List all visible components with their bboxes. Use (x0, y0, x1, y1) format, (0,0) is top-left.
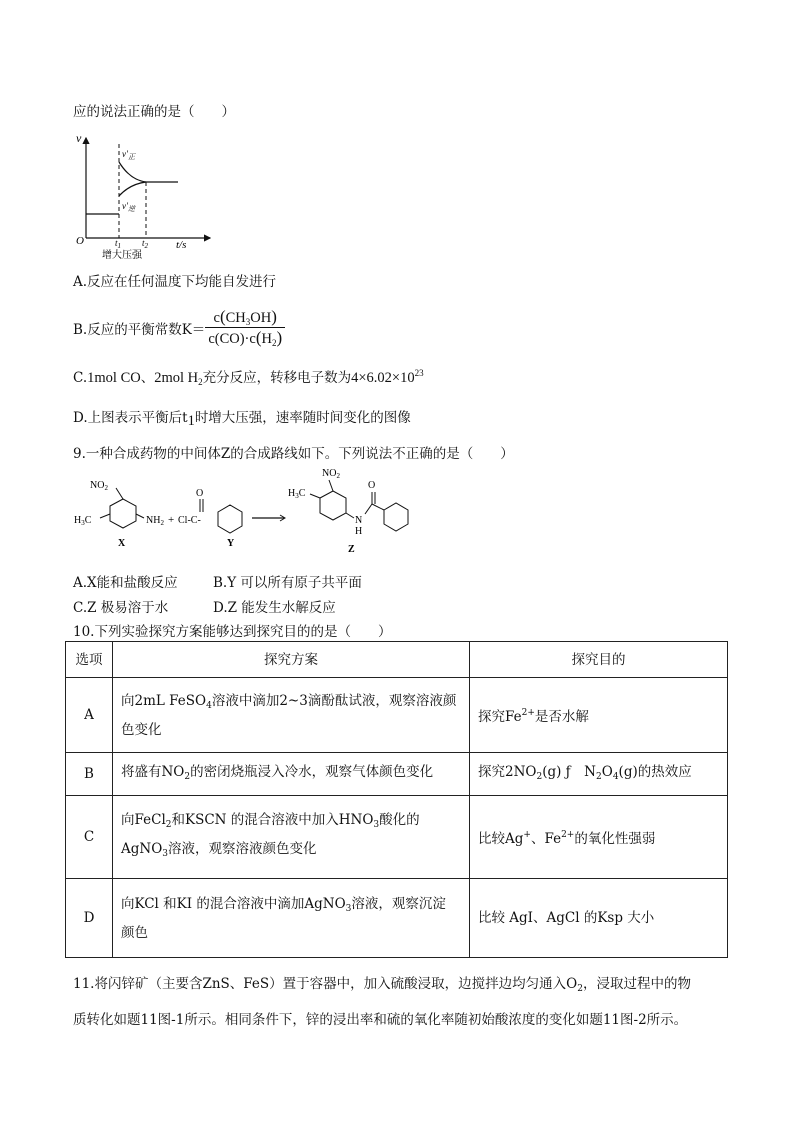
q9-option-b: B.Y 可以所有原子共平面 (213, 575, 362, 591)
x-h3c-label: $H_3C$ (74, 515, 92, 527)
graph-reverse-curve (119, 182, 146, 196)
z-h3c-label: $H_3C$ (288, 488, 306, 500)
table-row (66, 678, 728, 753)
z-o-label: O (368, 480, 376, 491)
y-cl-label: Cl-C- (178, 515, 201, 526)
experiment-table (65, 641, 728, 958)
row-c-plan: 向FeCl$_2$和KSCN 的混合溶液中加入$HNO_3$酸化的 AgNO$_3$溶液，观察溶液颜色变化 (113, 796, 470, 879)
q8-option-d: D.上图表示平衡后$t_1$时增大压强，速率随时间变化的图像 (73, 410, 411, 429)
table-row (66, 879, 728, 958)
question-10-stem: 10.下列实验探究方案能够达到探究目的的是（ ） (73, 624, 392, 640)
x-nh2-label: $NH_2$ (146, 515, 164, 527)
row-d-goal: 比较 AgI、AgCl 的Ksp 大小 (470, 879, 728, 958)
table-row (66, 753, 728, 796)
x-no2-label: $NO_2$ (90, 480, 108, 492)
row-a-plan: 向2mL FeSO$_4$溶液中滴加2~3滴酚酞试液，观察溶液颜 色变化 (113, 678, 470, 753)
row-c-goal: 比较Ag+、$Fe^{2+}$的氧化性强弱 (470, 796, 728, 879)
row-d-plan: 向KCl 和KI 的混合溶液中滴加AgNO$_3$溶液，观察沉淀 颜色 (113, 879, 470, 958)
table-row (66, 796, 728, 879)
y-o-label: O (196, 488, 204, 499)
table-header-row (66, 642, 728, 678)
graph-vreverse-label: $v'_逆$ (122, 201, 135, 213)
graph-forward-curve (119, 162, 146, 182)
label-x: X (118, 538, 126, 549)
label-y: Y (227, 538, 235, 549)
row-d-label: D (66, 879, 113, 958)
row-b-label: B (66, 753, 113, 796)
row-b-plan: 将盛有$NO_2$的密闭烧瓶浸入冷水，观察气体颜色变化 (113, 753, 470, 796)
q9-option-a: A.X能和盐酸反应 (73, 575, 178, 591)
synthesis-route-diagram (72, 466, 432, 566)
q8-option-c: C.1mol CO、2mol $H_2$充分反应，转移电子数为$4\times 6.02\times 10^{23}$ (73, 368, 424, 387)
q9-option-c: C.Z 极易溶于水 (73, 600, 169, 616)
equilibrium-constant-fraction: $\frac{c(CH_3OH)}{c(CO)\cdot c(H_2)}$ (205, 307, 285, 348)
question-11-line-2: 质转化如题11图-1所示。相同条件下，锌的浸出率和硫的氧化率随初始酸浓度的变化如题11图-2所示。 (73, 1012, 688, 1028)
q9-option-d: D.Z 能发生水解反应 (213, 600, 336, 616)
graph-origin-label: O (76, 235, 84, 247)
header-plan: 探究方案 (113, 642, 470, 678)
question-8-stem-tail: 应的说法正确的是（ ） (73, 104, 235, 120)
graph-y-label: v (76, 131, 82, 145)
graph-caption: 增大压强 (102, 250, 142, 261)
q8-option-b-prefix: B.反应的平衡常数K＝ (73, 321, 206, 338)
q8-option-b (73, 307, 285, 348)
graph-vforward-label: $v'_正$ (122, 149, 135, 161)
header-option: 选项 (66, 642, 113, 678)
row-a-goal: 探究$Fe^{2+}$是否水解 (470, 678, 728, 753)
graph-t2-label: $t_2$ (142, 238, 149, 250)
plus-sign: + (168, 514, 175, 526)
q8-option-a: A.反应在任何温度下均能自发进行 (73, 274, 277, 290)
z-no2-label: $NO_2$ (322, 468, 340, 480)
row-b-goal: 探究$2NO_2(g)$ ƒ $N_2O_4(g)$的热效应 (470, 753, 728, 796)
header-goal: 探究目的 (470, 642, 728, 678)
graph-x-label: t/s (176, 239, 187, 251)
molecule-x (100, 488, 144, 528)
row-a-label: A (66, 678, 113, 753)
rate-time-graph (72, 126, 222, 266)
graph-t1-label: $t_1$ (115, 238, 122, 250)
row-c-label: C (66, 796, 113, 879)
question-11-line-1: 11.将闪锌矿（主要含ZnS、FeS）置于容器中，加入硫酸浸取，边搅拌边均匀通入$O_2$，浸取过程中的物 (73, 976, 691, 994)
question-9-stem: 9.一种合成药物的中间体Z的合成路线如下。下列说法不正确的是（ ） (73, 446, 514, 462)
molecule-y (200, 499, 242, 533)
z-n-label: N (355, 515, 363, 526)
label-z: Z (348, 544, 355, 555)
z-h-label: H (355, 526, 363, 537)
